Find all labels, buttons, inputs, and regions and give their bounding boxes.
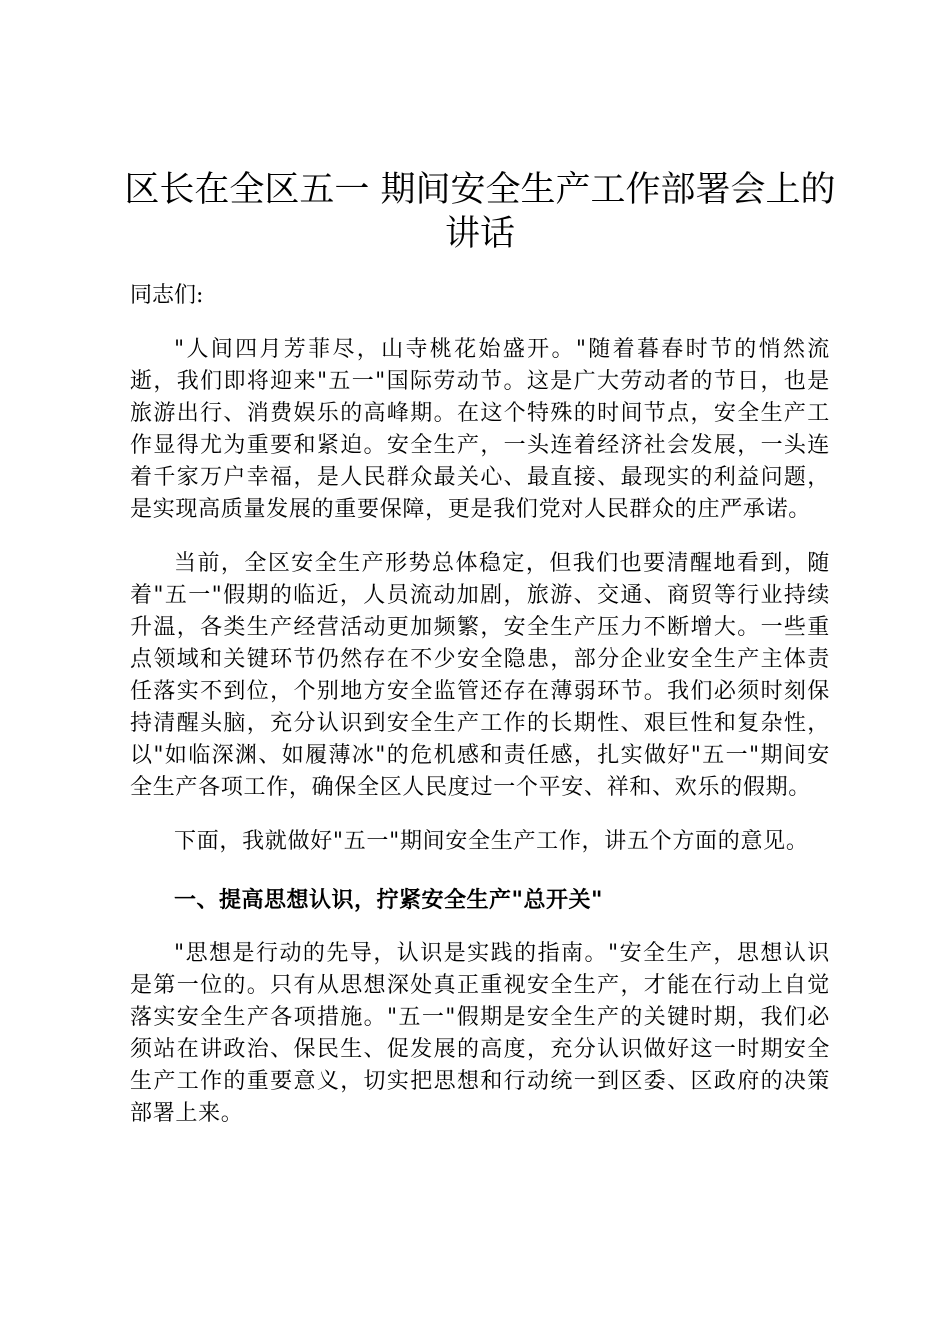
paragraph-situation: 当前，全区安全生产形势总体稳定，但我们也要清醒地看到，随着"五一"假期的临近，人员流动加剧，旅游、交通、商贸等行业持续升温，各类生产经营活动更加频繁，安全生产压力不断增大。一些重点领域和关键环节仍然存在不少安全隐患，部分企业安全生产主体责任落实不到位，个别地方安全监管还存在薄弱环节。我们必须时刻保持清醒头脑，充分认识到安全生产工作的长期性、艰巨性和复杂性，以"如临深渊、如履薄冰"的危机感和责任感，扎实做好"五一"期间安全生产各项工作，确保全区人民度过一个平安、祥和、欢乐的假期。 (130, 551, 830, 800)
section-heading-1: 一、提高思想认识，拧紧安全生产"总开关" (174, 887, 603, 913)
paragraph-intro: "人间四月芳菲尽，山寺桃花始盛开。"随着暮春时节的悄然流逝，我们即将迎来"五一"国际劳动节。这是广大劳动者的节日，也是旅游出行、消费娱乐的高峰期。在这个特殊的时间节点，安全生产工作显得尤为重要和紧迫。安全生产，一头连着经济社会发展，一头连着千家万户幸福，是人民群众最关心、最直接、最现实的利益问题，是实现高质量发展的重要保障，更是我们党对人民群众的庄严承诺。 (130, 337, 830, 522)
section-1-paragraph: "思想是行动的先导，认识是实践的指南。"安全生产，思想认识是第一位的。只有从思想深处真正重视安全生产，才能在行动上自觉落实安全生产各项措施。"五一"假期是安全生产的关键时期，我们必须站在讲政治、保民生、促发展的高度，充分认识做好这一时期安全生产工作的重要意义，切实把思想和行动统一到区委、区政府的决策部署上来。 (130, 941, 830, 1126)
document-title: 区长在全区五一 期间安全生产工作部署会上的讲话 (124, 170, 836, 254)
salutation: 同志们: (130, 283, 204, 308)
document-page (124, 168, 836, 1130)
paragraph-outline: 下面，我就做好"五一"期间安全生产工作，讲五个方面的意见。 (174, 829, 809, 854)
